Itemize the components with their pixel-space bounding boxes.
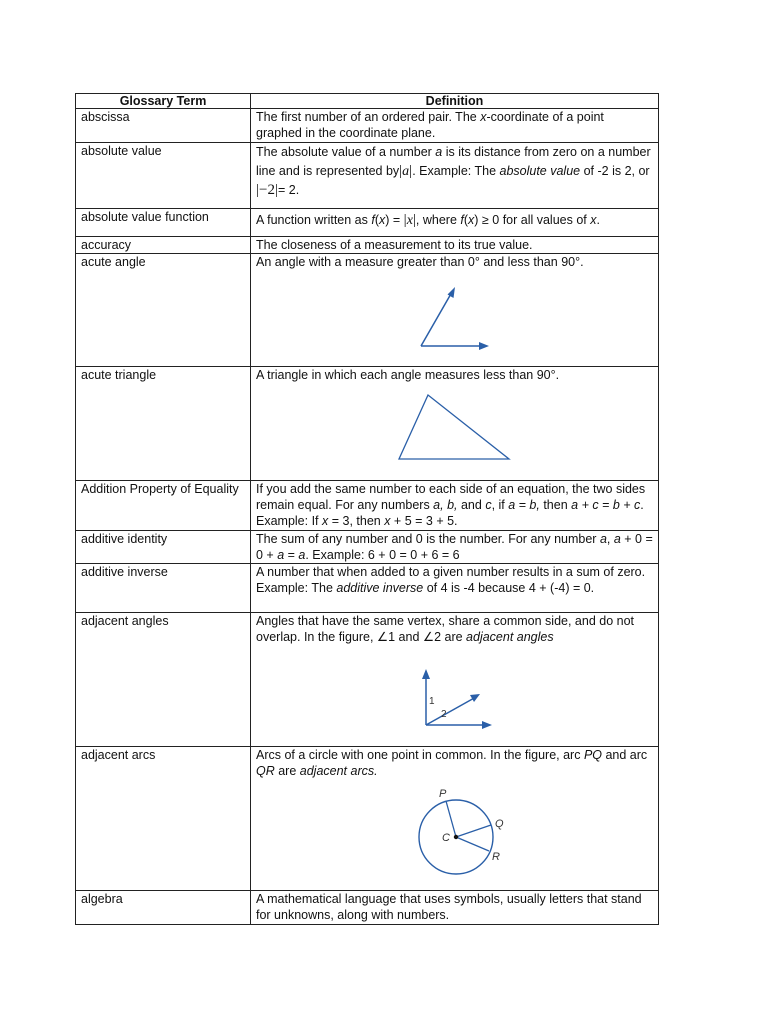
header-term: Glossary Term bbox=[76, 94, 251, 109]
definition-cell: Angles that have the same vertex, share a common side, and do not overlap. In the figure, ∠1 and ∠2 are adjacent angles 1 2 bbox=[251, 613, 659, 747]
term-cell: absolute value bbox=[76, 143, 251, 209]
angle-label-2: 2 bbox=[441, 709, 447, 720]
glossary-table bbox=[75, 93, 659, 925]
table-row bbox=[76, 209, 659, 237]
definition-cell: If you add the same number to each side of an equation, the two sides remain equal. For any numbers a, b, and c, if a = b, then a + c = b + c. Example: If x = 3, then x + 5 = 3 + 5. bbox=[251, 481, 659, 531]
table-row bbox=[76, 109, 659, 143]
header-row bbox=[76, 94, 659, 109]
term-cell: accuracy bbox=[76, 237, 251, 254]
point-label-q: Q bbox=[495, 818, 504, 830]
definition-cell: A number that when added to a given number results in a sum of zero. Example: The additive inverse of 4 is -4 because 4 + (-4) = 0. bbox=[251, 564, 659, 613]
term-cell: Addition Property of Equality bbox=[76, 481, 251, 531]
table-row bbox=[76, 143, 659, 209]
definition-cell: Arcs of a circle with one point in common. In the figure, arc PQ and arc QR are adjacent arcs. P Q R C bbox=[251, 747, 659, 891]
term-cell: adjacent angles bbox=[76, 613, 251, 747]
definition-cell: The sum of any number and 0 is the number. For any number a, a + 0 = 0 + a = a. Example: 6 + 0 = 0 + 6 = 6 bbox=[251, 531, 659, 564]
table-row bbox=[76, 237, 659, 254]
point-label-p: P bbox=[439, 788, 447, 800]
table-row bbox=[76, 367, 659, 481]
table-row bbox=[76, 891, 659, 925]
center-label-c: C bbox=[442, 832, 450, 844]
adjacent-angles-figure bbox=[256, 645, 652, 735]
table-row bbox=[76, 531, 659, 564]
acute-angle-figure bbox=[256, 270, 652, 350]
acute-triangle-figure bbox=[256, 383, 652, 463]
term-cell: algebra bbox=[76, 891, 251, 925]
term-cell: abscissa bbox=[76, 109, 251, 143]
point-label-r: R bbox=[492, 851, 500, 863]
term-cell: acute triangle bbox=[76, 367, 251, 481]
definition-cell: The first number of an ordered pair. The x-coordinate of a point graphed in the coordinate plane. bbox=[251, 109, 659, 143]
term-cell: additive identity bbox=[76, 531, 251, 564]
table-row bbox=[76, 564, 659, 613]
table-row bbox=[76, 481, 659, 531]
angle-label-1: 1 bbox=[429, 696, 435, 707]
table-row bbox=[76, 613, 659, 747]
term-cell: additive inverse bbox=[76, 564, 251, 613]
table-row bbox=[76, 747, 659, 891]
term-cell: acute angle bbox=[76, 254, 251, 367]
definition-cell: An angle with a measure greater than 0° and less than 90°. bbox=[251, 254, 659, 367]
table-row bbox=[76, 254, 659, 367]
definition-cell: The closeness of a measurement to its true value. bbox=[251, 237, 659, 254]
adjacent-arcs-figure bbox=[256, 779, 652, 885]
definition-cell: A mathematical language that uses symbols, usually letters that stand for unknowns, along with numbers. bbox=[251, 891, 659, 925]
definition-cell: A triangle in which each angle measures less than 90°. bbox=[251, 367, 659, 481]
term-cell: absolute value function bbox=[76, 209, 251, 237]
definition-cell: The absolute value of a number a is its distance from zero on a number line and is represented by|a|. Example: The absolute value of -2 is 2, or |−2|= 2. bbox=[251, 143, 659, 209]
term-cell: adjacent arcs bbox=[76, 747, 251, 891]
header-definition: Definition bbox=[251, 94, 659, 109]
definition-cell: A function written as f(x) = |x|, where f(x) ≥ 0 for all values of x. bbox=[251, 209, 659, 237]
